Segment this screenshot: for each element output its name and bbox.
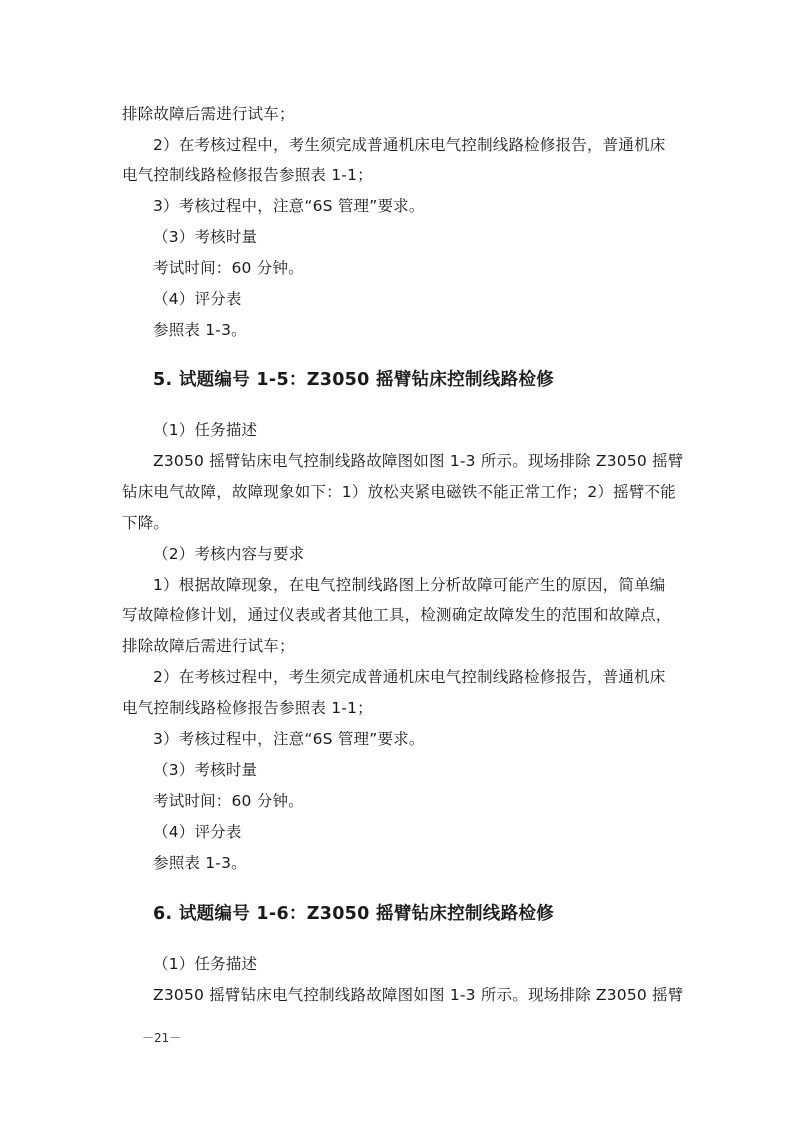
paragraph-line: 排除故障后需进行试车； [122,105,295,123]
paragraph-line: Z3050 摇臂钻床电气控制线路故障图如图 1-3 所示。现场排除 Z3050 摇臂 [153,452,684,470]
paragraph-line: 2）在考核过程中，考生须完成普通机床电气控制线路检修报告，普通机床 [153,136,666,154]
paragraph-line: 电气控制线路检修报告参照表 1-1； [122,166,373,184]
subsection-heading: （1）任务描述 [153,421,258,439]
section-heading-1-5: 5. 试题编号 1-5：Z3050 摇臂钻床控制线路检修 [153,370,555,390]
subsection-heading: （4）评分表 [153,823,242,841]
page-number: －21－ [142,1031,182,1045]
paragraph-line: 考试时间：60 分钟。 [153,259,304,277]
paragraph-line: 2）在考核过程中，考生须完成普通机床电气控制线路检修报告，普通机床 [153,668,666,686]
subsection-heading: （3）考核时量 [153,228,258,246]
subsection-heading: （3）考核时量 [153,761,258,779]
section-heading-1-6: 6. 试题编号 1-6：Z3050 摇臂钻床控制线路检修 [153,904,555,924]
paragraph-line: 参照表 1-3。 [153,854,247,872]
paragraph-line: 电气控制线路检修报告参照表 1-1； [122,699,373,717]
paragraph-line: 1）根据故障现象，在电气控制线路图上分析故障可能产生的原因，简单编 [153,576,666,594]
paragraph-line: 排除故障后需进行试车； [122,637,295,655]
paragraph-line: 3）考核过程中，注意“6S 管理”要求。 [153,197,425,215]
paragraph-line: 钻床电气故障，故障现象如下：1）放松夹紧电磁铁不能正常工作；2）摇臂不能 [122,483,676,501]
paragraph-line: 参照表 1-3。 [153,321,247,339]
subsection-heading: （2）考核内容与要求 [153,545,305,563]
paragraph-line: 下降。 [122,514,170,532]
paragraph-line: Z3050 摇臂钻床电气控制线路故障图如图 1-3 所示。现场排除 Z3050 摇臂 [153,986,684,1004]
subsection-heading: （1）任务描述 [153,955,258,973]
subsection-heading: （4）评分表 [153,290,242,308]
paragraph-line: 3）考核过程中，注意“6S 管理”要求。 [153,730,425,748]
paragraph-line: 考试时间：60 分钟。 [153,792,304,810]
paragraph-line: 写故障检修计划，通过仪表或者其他工具，检测确定故障发生的范围和故障点， [122,606,672,624]
